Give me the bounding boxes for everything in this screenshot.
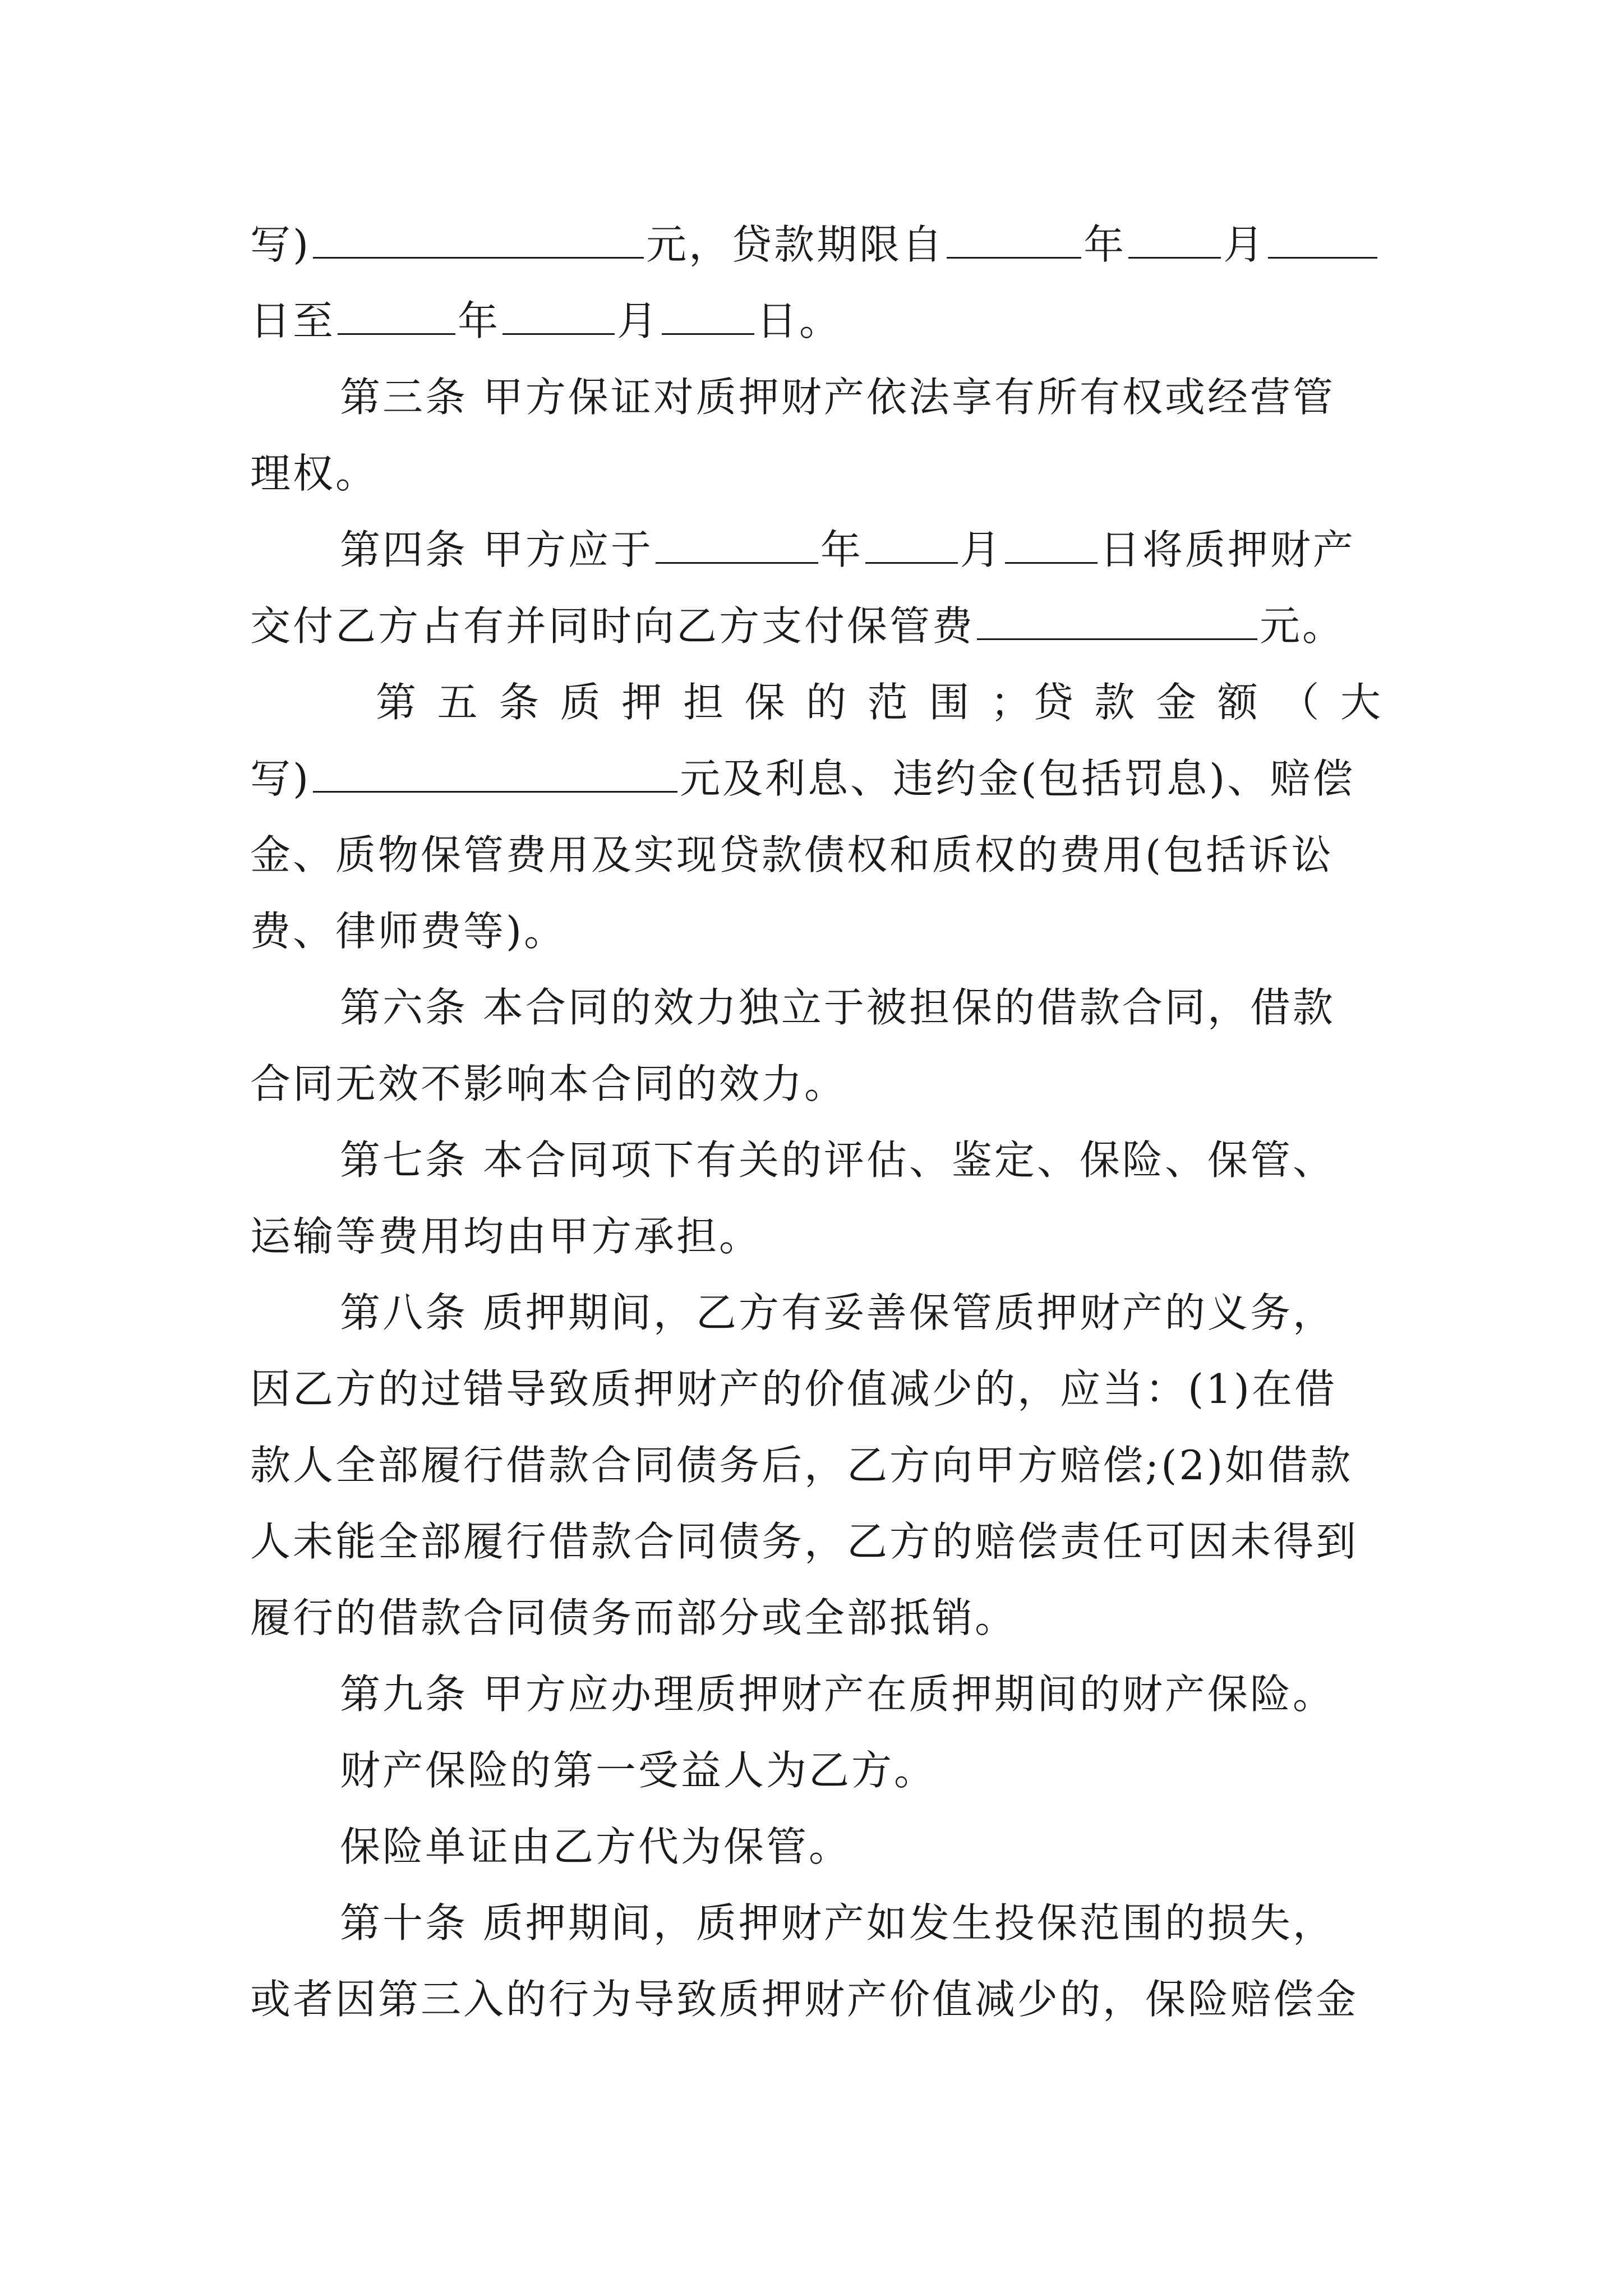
text-char: ；贷	[990, 679, 1076, 726]
text-segment: 第六条 本合同的效力独立于被担保的借款合同，借款	[340, 984, 1335, 1031]
fill-in-blank[interactable]	[338, 293, 455, 335]
text-line	[250, 745, 1383, 812]
text-segment: 第三条 甲方保证对质押财产依法享有所有权或经营管	[340, 374, 1335, 421]
text-line	[340, 1889, 1473, 1957]
text-line	[250, 898, 1383, 965]
text-line	[250, 1508, 1383, 1575]
fill-in-blank[interactable]	[662, 293, 754, 335]
text-line	[340, 1126, 1473, 1194]
text-segment: 交付乙方占有并同时向乙方支付保管费	[250, 602, 975, 650]
text-segment: 日。	[757, 297, 842, 344]
text-line	[250, 592, 1383, 660]
text-line	[340, 1813, 1473, 1880]
text-segment: 月	[617, 297, 660, 344]
text-segment: 元，贷款期限自	[646, 221, 945, 268]
text-char: 第	[376, 679, 419, 726]
text-char: 五	[437, 679, 480, 726]
text-segment: 财产保险的第一受益人为乙方。	[340, 1747, 937, 1794]
fill-in-blank[interactable]	[502, 293, 615, 335]
text-segment: 年	[458, 297, 501, 344]
fill-in-blank[interactable]	[656, 522, 818, 564]
text-segment: 元。	[1260, 602, 1345, 650]
text-line	[250, 821, 1383, 889]
text-char: 保	[744, 679, 787, 726]
text-segment: 日至	[250, 297, 336, 344]
text-segment: 元及利息、违约金(包括罚息)、赔偿	[680, 755, 1355, 802]
text-segment: 履行的借款合同债务而部分或全部抵销。	[250, 1594, 1018, 1641]
fill-in-blank[interactable]	[1268, 217, 1377, 259]
text-line	[250, 440, 1383, 507]
text-segment: 运输等费用均由甲方承担。	[250, 1213, 762, 1260]
text-line	[250, 1432, 1383, 1499]
text-char: 额	[1217, 679, 1260, 726]
text-char: 大	[1340, 679, 1383, 726]
fill-in-blank[interactable]	[1128, 217, 1221, 259]
fill-in-blank[interactable]	[1005, 522, 1098, 564]
text-segment: 写)	[250, 755, 311, 802]
text-segment: 因乙方的过错导致质押财产的价值减少的，应当：(1)在借	[250, 1365, 1337, 1412]
text-segment: 保险单证由乙方代为保管。	[340, 1823, 852, 1870]
text-char: 押	[621, 679, 665, 726]
text-segment: 日将质押财产	[1099, 526, 1355, 573]
text-segment: 第九条 甲方应办理质押财产在质押期间的财产保险。	[340, 1671, 1335, 1718]
text-segment: 年	[820, 526, 863, 573]
text-segment: 款人全部履行借款合同债务后，乙方向甲方赔偿;(2)如借款	[250, 1442, 1353, 1489]
text-line	[250, 1355, 1383, 1423]
text-char: 围	[929, 679, 972, 726]
text-line	[340, 1660, 1473, 1728]
fill-in-blank[interactable]	[977, 598, 1257, 640]
text-segment: 费、律师费等)。	[250, 908, 567, 955]
text-segment: 月	[960, 526, 1003, 573]
text-char: 担	[683, 679, 726, 726]
text-line	[340, 974, 1473, 1041]
fill-in-blank[interactable]	[865, 522, 958, 564]
text-char: （	[1279, 679, 1322, 726]
text-line	[250, 1584, 1383, 1651]
text-line	[376, 669, 1383, 736]
text-char: 质	[560, 679, 603, 726]
text-segment: 金、质物保管费用及实现贷款债权和质权的费用(包括诉讼	[250, 831, 1334, 878]
text-line	[340, 516, 1473, 583]
text-char: 条	[499, 679, 542, 726]
text-segment: 人未能全部履行借款合同债务，乙方的赔偿责任可因未得到	[250, 1518, 1359, 1565]
text-line	[250, 1203, 1383, 1270]
text-line	[250, 211, 1383, 278]
text-line	[340, 1737, 1473, 1804]
text-char: 金	[1156, 679, 1199, 726]
text-line	[340, 364, 1473, 431]
text-segment: 年	[1083, 221, 1127, 268]
text-segment: 月	[1223, 221, 1266, 268]
text-segment: 第四条 甲方应于	[340, 526, 653, 573]
text-line	[250, 1966, 1383, 2033]
text-segment: 第七条 本合同项下有关的评估、鉴定、保险、保管、	[340, 1137, 1335, 1184]
fill-in-blank[interactable]	[947, 217, 1081, 259]
text-segment: 或者因第三入的行为导致质押财产价值减少的，保险赔偿金	[250, 1976, 1359, 2023]
text-line	[250, 287, 1383, 355]
text-segment: 第八条 质押期间，乙方有妥善保管质押财产的义务，	[340, 1289, 1335, 1336]
text-segment: 合同无效不影响本合同的效力。	[250, 1060, 847, 1107]
text-char: 的	[806, 679, 849, 726]
text-segment: 理权。	[250, 450, 379, 497]
text-line	[340, 1279, 1473, 1346]
text-char: 范	[867, 679, 910, 726]
fill-in-blank[interactable]	[313, 751, 677, 793]
text-segment: 第十条 质押期间，质押财产如发生投保范围的损失，	[340, 1899, 1335, 1947]
text-char: 款	[1094, 679, 1137, 726]
text-line	[250, 1050, 1383, 1117]
text-segment: 写)	[250, 221, 311, 268]
fill-in-blank[interactable]	[313, 217, 644, 259]
